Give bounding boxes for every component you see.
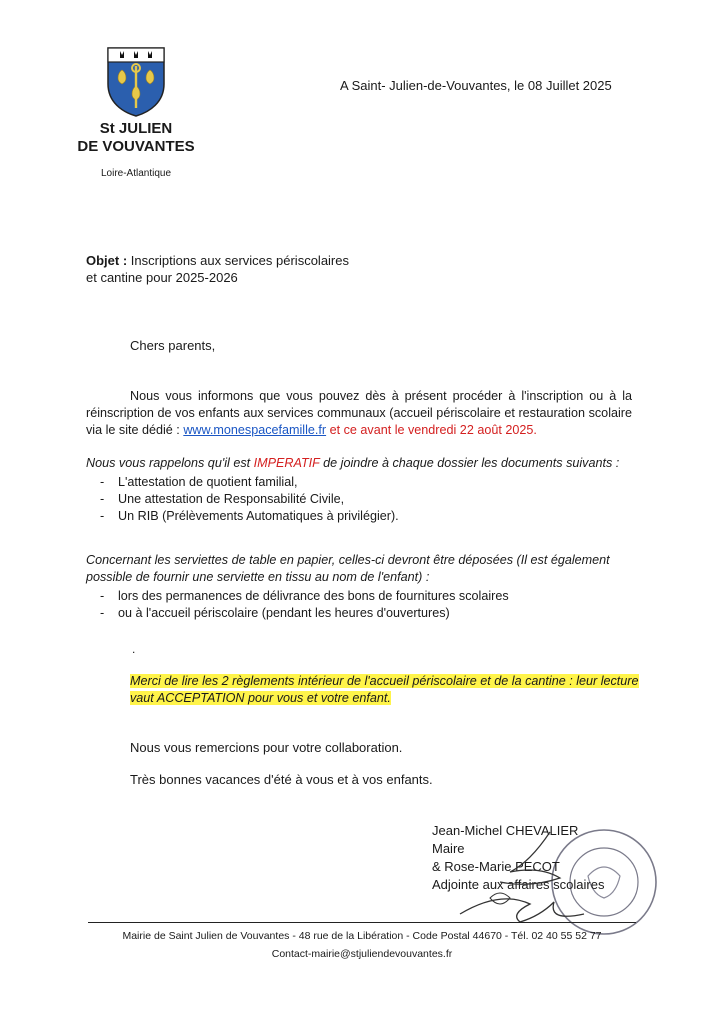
subject-line2: et cantine pour 2025-2026 — [86, 270, 238, 285]
list-item: - Une attestation de Responsabilité Civile, — [86, 491, 606, 508]
subject-line1: Inscriptions aux services périscolaires — [130, 253, 349, 268]
greeting: Chers parents, — [130, 338, 216, 353]
napkin-paragraph: Concernant les serviettes de table en papier, celles-ci devront être déposées (Il est également possible de fournir une serviette en tissu au nom de l'enfant) : — [86, 553, 610, 584]
subject-label: Objet : — [86, 253, 128, 268]
family-portal-link[interactable]: www.monespacefamille.fr — [183, 423, 327, 437]
footer-address: Mairie de Saint Julien de Vouvantes - 48 rue de la Libération - Code Postal 44670 - Tél. 02 40 55 52 77 — [122, 930, 602, 942]
list-item: - lors des permanences de délivrance des bons de fournitures scolaires — [86, 588, 606, 605]
department-name: Loire-Atlantique — [100, 168, 172, 179]
list-item: - ou à l'accueil périscolaire (pendant les heures d'ouvertures) — [86, 605, 606, 622]
registration-paragraph — [86, 388, 632, 439]
mayor-name: Jean-Michel CHEVALIER — [432, 823, 579, 838]
highlighted-notice-text: Merci de lire les 2 règlements intérieur de l'accueil périscolaire et de la cantine : leur lecture vaut ACCEPTATION pour vous et votre enfant. — [130, 674, 639, 705]
thanks-line: Nous vous remercions pour votre collaboration. — [130, 740, 403, 755]
stray-dot: . — [132, 642, 136, 656]
footer-email[interactable]: Contact-mairie@stjuliendevouvantes.fr — [271, 948, 453, 960]
reminder-after: de joindre à chaque dossier les documents suivants : — [323, 456, 620, 470]
napkin-options-list — [86, 588, 606, 622]
deputy-name: & Rose-Marie PECOT — [432, 859, 560, 874]
reminder-before: Nous vous rappelons qu'il est — [86, 456, 251, 470]
mayor-role: Maire — [432, 841, 465, 856]
reminder-line — [86, 456, 646, 470]
deputy-role: Adjointe aux affaires scolaires — [432, 877, 605, 892]
footer-divider — [88, 922, 636, 923]
highlighted-notice — [130, 673, 652, 707]
documents-list — [86, 474, 606, 525]
holidays-line: Très bonnes vacances d'été à vous et à vos enfants. — [130, 772, 433, 787]
reminder-emphasis: IMPERATIF — [253, 456, 320, 470]
list-item: - Un RIB (Prélèvements Automatiques à privilégier). — [86, 508, 606, 525]
subject-block — [86, 252, 446, 286]
list-item: - L'attestation de quotient familial, — [86, 474, 606, 491]
handwritten-signature — [430, 818, 610, 928]
registration-text: Nous vous informons que vous pouvez dès à présent procéder à l'inscription ou à la réinscription de vos enfants aux services communaux (accueil périscolaire et restauration scolaire via le site dédié : — [86, 389, 632, 437]
town-name-line2: DE VOUVANTES — [77, 138, 195, 155]
town-name-line1: St JULIEN — [99, 120, 173, 137]
deadline-text: et ce avant le vendredi 22 août 2025. — [329, 423, 537, 437]
town-crest-logo — [104, 44, 168, 118]
date-line: A Saint- Julien-de-Vouvantes, le 08 Juillet 2025 — [340, 78, 612, 93]
